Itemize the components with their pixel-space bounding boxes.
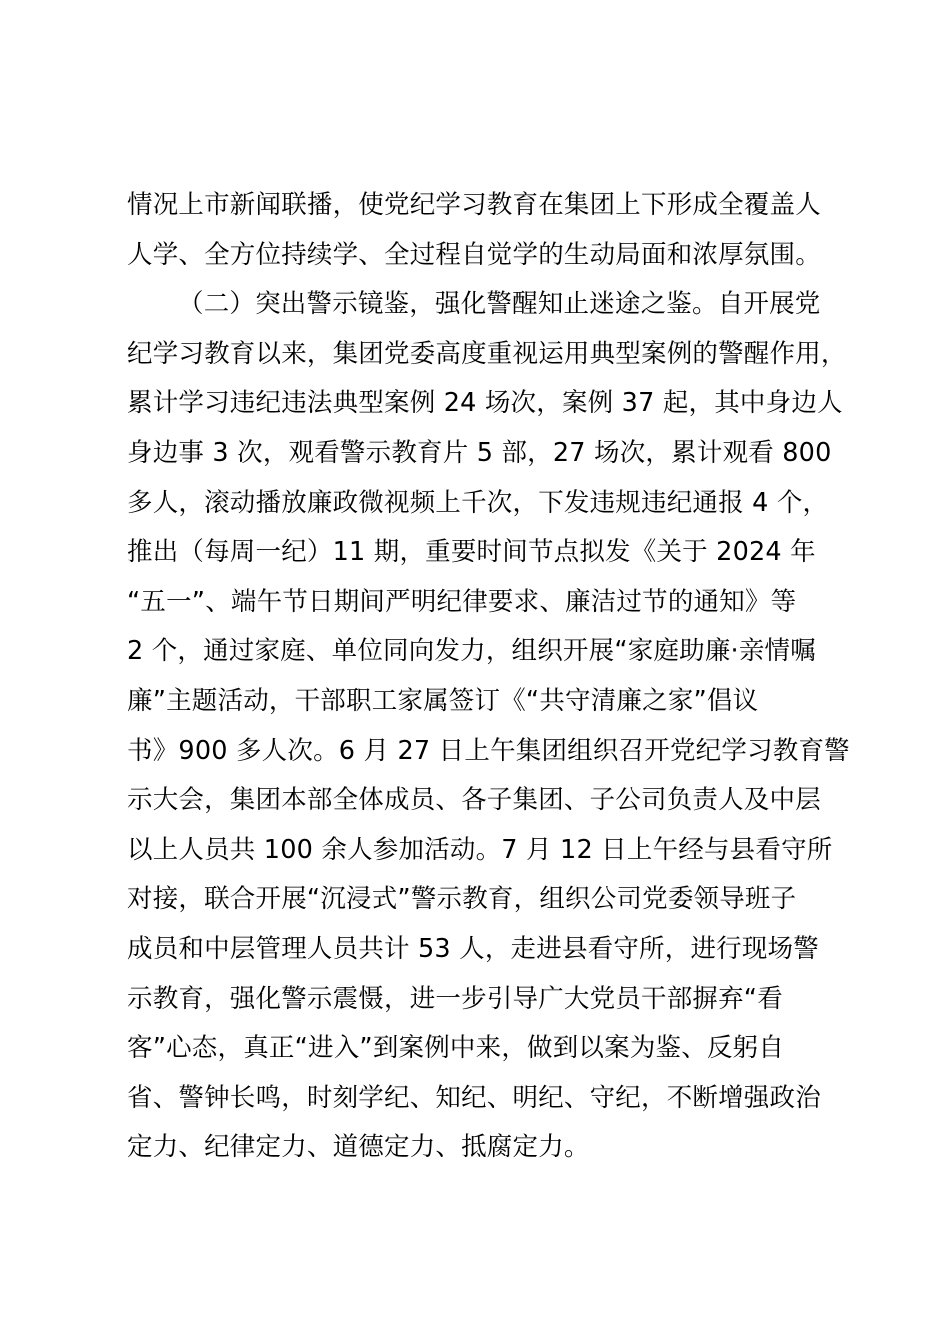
text-line: 客”心态，真正“进入”到案例中来，做到以案为鉴、反躬自	[127, 1033, 785, 1064]
text-line: “五一”、端午节日期间严明纪律要求、廉洁过节的通知》等	[127, 586, 797, 617]
text-line: 纪学习教育以来，集团党委高度重视运用典型案例的警醒作用，	[127, 338, 847, 369]
text-line: 2 个，通过家庭、单位同向发力，组织开展“家庭助廉·亲情嘱	[127, 636, 816, 667]
text-line: 书》900 多人次。6 月 27 日上午集团组织召开党纪学习教育警	[127, 735, 850, 766]
text-line: 省、警钟长鸣，时刻学纪、知纪、明纪、守纪，不断增强政治	[127, 1082, 821, 1113]
text-line: 示大会，集团本部全体成员、各子集团、子公司负责人及中层	[127, 785, 821, 816]
text-line: 以上人员共 100 余人参加活动。7 月 12 日上午经与县看守所	[127, 834, 833, 865]
text-line: 身边事 3 次，观看警示教育片 5 部，27 场次，累计观看 800	[127, 437, 832, 468]
text-line: 人学、全方位持续学、全过程自觉学的生动局面和浓厚氛围。	[127, 239, 821, 270]
text-line: 对接，联合开展“沉浸式”警示教育，组织公司党委领导班子	[127, 884, 797, 915]
text-line: （二）突出警示镜鉴，强化警醒知止迷途之鉴。自开展党	[178, 289, 821, 320]
text-line: 成员和中层管理人员共计 53 人，走进县看守所，进行现场警	[127, 933, 819, 964]
text-line: 情况上市新闻联播，使党纪学习教育在集团上下形成全覆盖人	[127, 190, 821, 220]
text-line: 定力、纪律定力、道德定力、抵腐定力。	[127, 1132, 590, 1163]
text-line: 推出（每周一纪）11 期，重要时间节点拟发《关于 2024 年	[127, 537, 816, 568]
body-text	[127, 181, 867, 1173]
text-line: 多人，滚动播放廉政微视频上千次，下发违规违纪通报 4 个，	[127, 487, 829, 518]
text-line: 累计学习违纪违法典型案例 24 场次，案例 37 起，其中身边人	[127, 388, 843, 419]
text-line: 廉”主题活动，干部职工家属签订《“共守清廉之家”倡议	[127, 685, 759, 716]
text-line: 示教育，强化警示震慑，进一步引导广大党员干部摒弃“看	[127, 983, 783, 1014]
